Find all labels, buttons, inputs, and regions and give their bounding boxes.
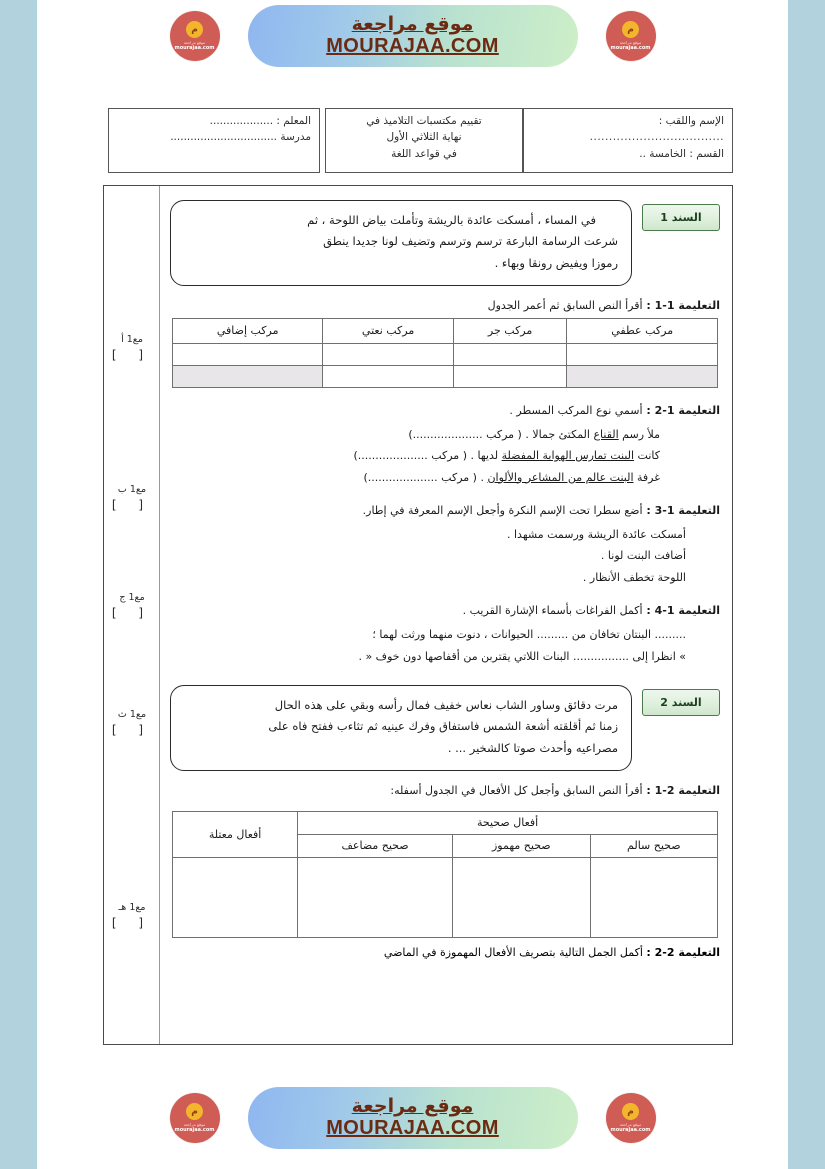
- assessment-subject-cell: [325, 108, 523, 173]
- answer-cell[interactable]: [173, 857, 298, 937]
- table-2-side-header: أفعال معتلة: [173, 811, 298, 857]
- support-1-line-1: في المساء ، أمسكت عائدة بالريشة وتأملت بياض اللوحة ، ثم: [307, 213, 596, 227]
- verb-types-table: [172, 811, 718, 938]
- answer-cell[interactable]: [173, 343, 323, 365]
- support-2-badge: السند 2: [642, 689, 720, 716]
- subject-line-1: تقييم مكتسبات التلاميذ في: [366, 115, 482, 127]
- instruction-1-3-text: أضع سطرا تحت الإسم النكرة وأجعل الإسم المعرفة في إطار.: [362, 504, 643, 517]
- compound-types-table: [172, 318, 718, 388]
- item-answer-blank[interactable]: ( مركب ....................): [363, 470, 477, 484]
- pupil-name-label: الإسم واللقب :: [658, 115, 724, 127]
- table-1-header-cell: مركب إضافي: [173, 318, 323, 343]
- logo-caption-url: mourajaa.com: [174, 1127, 215, 1133]
- table-1-header-cell: مركب عطفي: [567, 318, 718, 343]
- instruction-1-2-text: أسمي نوع المركب المسطر .: [509, 403, 643, 417]
- item-prefix: ملأ رسم: [618, 427, 660, 441]
- instruction-1-2-items: [170, 424, 720, 488]
- item-prefix: كانت: [634, 449, 660, 463]
- answer-cell[interactable]: [453, 365, 567, 387]
- competency-score-box[interactable]: [ ]: [111, 722, 153, 737]
- instruction-2-1-number: التعليمة 2-1 :: [646, 783, 720, 797]
- answer-cell[interactable]: [567, 365, 718, 387]
- school-label: مدرسة ................................: [170, 131, 311, 144]
- table-2-group-header: أفعال صحيحة: [298, 811, 718, 834]
- watermark-url: MOURAJAA.COM: [326, 1116, 499, 1139]
- instruction-1-3-sentence[interactable]: أضافت البنت لونا .: [600, 549, 686, 563]
- competency-label: مع1 أ: [121, 334, 143, 345]
- instruction-2-2-number: التعليمة 2-2 :: [646, 945, 720, 959]
- subject-line-2: نهاية الثلاثي الأول: [386, 131, 462, 144]
- watermark-pill: [174, 1087, 651, 1149]
- item-underlined: البنت تمارس الهواية المفضلة: [501, 449, 635, 463]
- pupil-identity-cell: [523, 108, 733, 173]
- pupil-name-dots: ...................................: [589, 131, 724, 144]
- table-2-sub-header: صحيح مضاعف: [298, 834, 453, 857]
- instruction-1-2-head: [170, 401, 720, 422]
- logo-glyph: م: [622, 21, 639, 38]
- instruction-1-4-text: أكمل الفراغات بأسماء الإشارة القريب .: [462, 604, 643, 618]
- teacher-identity-cell: [108, 108, 320, 173]
- item-suffix: .: [480, 470, 488, 484]
- watermark-top: [37, 0, 788, 72]
- site-logo-badge-left: [170, 11, 220, 61]
- table-row: [173, 343, 718, 365]
- item-underlined: البنت عالم من المشاعر والألوان: [487, 470, 634, 484]
- answer-cell[interactable]: [590, 857, 717, 937]
- watermark-title-ar: موقع مراجعة: [351, 1095, 474, 1118]
- instruction-1-3-sentence[interactable]: أمسكت عائدة الريشة ورسمت مشهدا .: [507, 527, 686, 541]
- instruction-2-1-head: [170, 784, 720, 797]
- teacher-name-label: المعلم : ...................: [209, 115, 311, 127]
- instruction-1-2-number: التعليمة 1-2 :: [646, 403, 720, 417]
- instruction-1-3-head: [170, 501, 720, 522]
- logo-glyph: م: [186, 1103, 203, 1120]
- subject-line-3: في قواعد اللغة: [391, 147, 457, 160]
- instruction-1-1-text: أقرأ النص السابق ثم أعمر الجدول: [487, 298, 643, 312]
- logo-caption-url: mourajaa.com: [610, 1127, 651, 1133]
- answer-cell[interactable]: [323, 365, 454, 387]
- competency-label: مع1 هـ: [118, 902, 146, 913]
- site-logo-badge-right: [606, 1093, 656, 1143]
- answer-cell[interactable]: [567, 343, 718, 365]
- item-prefix: غرفة: [633, 470, 660, 484]
- support-2-box: [170, 685, 632, 771]
- table-header-row: [173, 318, 718, 343]
- instruction-1-2-item: [170, 467, 660, 488]
- competency-mark-c: [106, 592, 158, 621]
- instruction-2-1-text: أقرأ النص السابق وأجعل كل الأفعال في الجدول أسفله:: [390, 783, 643, 797]
- instruction-1-3: [170, 501, 720, 588]
- logo-caption-ar: موقع مراجعة: [183, 40, 206, 45]
- instruction-1-3-sentence[interactable]: اللوحة تخطف الأنظار .: [582, 570, 686, 584]
- site-logo-badge-right: [606, 11, 656, 61]
- watermark-pill: [174, 5, 651, 67]
- page-sheet: [37, 0, 788, 1169]
- support-2-line-2: زمنا ثم أقلقته أشعة الشمس فاستفاق وفرك عينيه ثم تثاءب ففتح فاه على: [268, 719, 618, 734]
- instruction-1-1: [170, 299, 720, 312]
- competency-label: مع1 ب: [117, 484, 147, 495]
- instruction-2-1: [170, 784, 720, 797]
- answer-cell[interactable]: [452, 857, 590, 937]
- answer-cell[interactable]: [173, 365, 323, 387]
- logo-caption-ar: موقع مراجعة: [619, 1122, 642, 1127]
- support-2-line-3: مصراعيه وأحدث صوتا كالشخير ... .: [447, 740, 618, 755]
- table-1-header-cell: مركب نعتي: [323, 318, 454, 343]
- competency-score-box[interactable]: [ ]: [111, 915, 153, 930]
- instruction-2-2-text: أكمل الجمل التالية بتصريف الأفعال المهموزة في الماضي: [383, 945, 643, 959]
- support-text-1: [170, 200, 720, 286]
- competency-score-box[interactable]: [ ]: [111, 497, 153, 512]
- logo-caption-ar: موقع مراجعة: [183, 1122, 206, 1127]
- logo-caption-ar: موقع مراجعة: [619, 40, 642, 45]
- table-1-wrapper: [170, 318, 720, 388]
- watermark-url: MOURAJAA.COM: [326, 34, 499, 57]
- table-row: [173, 857, 718, 937]
- competency-mark-b: [106, 484, 158, 513]
- competency-mark-d: [106, 709, 158, 738]
- exam-body-column: [160, 186, 732, 1044]
- table-2-sub-header: صحيح سالم: [590, 834, 717, 857]
- item-answer-blank[interactable]: ( مركب ....................): [353, 449, 467, 463]
- instruction-1-4: [170, 601, 720, 667]
- table-1-header-cell: مركب جر: [453, 318, 567, 343]
- item-suffix: المكتئ جمالا .: [525, 427, 594, 441]
- item-underlined: القناع: [593, 427, 619, 441]
- support-1-line-3: رموزا ويفيض رونقا وبهاء .: [494, 255, 618, 270]
- logo-glyph: م: [622, 1103, 639, 1120]
- instruction-1-4-sentence[interactable]: ......... البنتان تخافان من ......... الحيوانات ، دنوت منهما ورثت لهما ؛: [372, 628, 686, 642]
- instruction-1-2-item: [170, 445, 660, 466]
- instruction-1-3-sentences: [170, 524, 720, 588]
- competency-label: مع1 ج: [119, 592, 145, 603]
- table-2-wrapper: [170, 811, 720, 938]
- competency-score-box[interactable]: [ ]: [111, 347, 153, 362]
- watermark-title-ar: موقع مراجعة: [351, 13, 474, 36]
- logo-caption-url: mourajaa.com: [174, 45, 215, 51]
- identity-header-table: [103, 108, 733, 173]
- pupil-class-label: القسم : الخامسة ..: [639, 147, 724, 160]
- exam-content-frame: [103, 185, 733, 1045]
- logo-caption-url: mourajaa.com: [610, 45, 651, 51]
- answer-cell[interactable]: [453, 343, 567, 365]
- instruction-1-3-number: التعليمة 1-3 :: [646, 504, 720, 517]
- competency-score-box[interactable]: [ ]: [111, 605, 153, 620]
- competency-label: مع1 ث: [117, 709, 147, 720]
- support-1-box: [170, 200, 632, 286]
- competency-mark-e: [106, 902, 158, 931]
- logo-glyph: م: [186, 21, 203, 38]
- table-header-row: [173, 811, 718, 834]
- instruction-1-4-head: [170, 601, 720, 622]
- instruction-1-2-item: [170, 424, 660, 445]
- site-logo-badge-left: [170, 1093, 220, 1143]
- table-row: [173, 365, 718, 387]
- answer-cell[interactable]: [323, 343, 454, 365]
- table-2-sub-header: صحيح مهموز: [452, 834, 590, 857]
- support-1-badge: السند 1: [642, 204, 720, 231]
- item-answer-blank[interactable]: ( مركب ....................): [408, 427, 522, 441]
- support-text-2: [170, 685, 720, 771]
- instruction-1-2: [170, 401, 720, 488]
- instruction-1-4-sentence[interactable]: » انظرا إلى ................ البنات اللاتي يقتربن من أقفاصها دون خوف « .: [358, 649, 686, 663]
- watermark-bottom: [37, 1082, 788, 1154]
- instruction-1-1-head: [170, 299, 720, 312]
- instruction-2-2: [170, 946, 720, 959]
- support-1-line-2: شرعت الرسامة البارعة ترسم وترسم وتضيف لونا جديدا ينطق: [323, 234, 618, 249]
- answer-cell[interactable]: [298, 857, 453, 937]
- support-2-line-1: مرت دقائق وساور الشاب نعاس خفيف فمال رأسه وبقي على هذه الحال: [274, 697, 618, 712]
- instruction-1-1-number: التعليمة 1-1 :: [646, 298, 720, 312]
- item-suffix: لديها .: [470, 449, 502, 463]
- competency-mark-a: [106, 334, 158, 363]
- instruction-1-4-number: التعليمة 1-4 :: [646, 604, 720, 618]
- instruction-1-4-sentences: [170, 624, 720, 667]
